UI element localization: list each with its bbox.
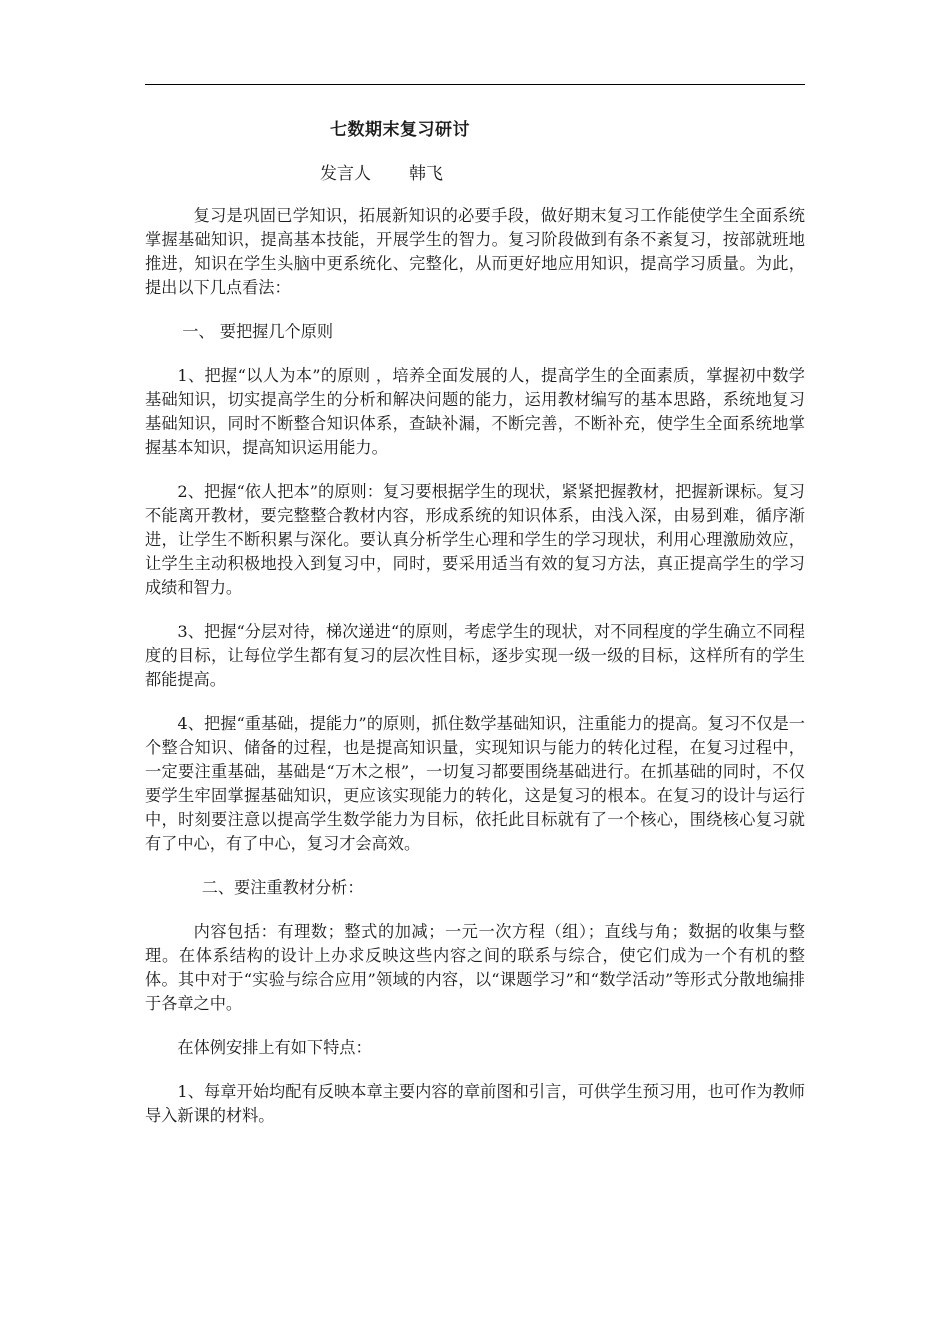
principle-paragraph-4: 4、把握“重基础，提能力”的原则，抓住数学基础知识，注重能力的提高。复习不仅是一个整合知识、储备的过程，也是提高知识量，实现知识与能力的转化过程，在复习过程中，一定要注重基础，基础是“万木之根”，一切复习都要围绕基础进行。在抓基础的同时，不仅要学生牢固掌握基础知识，更应该实现能力的转化，这是复习的根本。在复习的设计与运行中，时刻要注意以提高学生数学能力为目标，依托此目标就有了一个核心，围绕核心复习就有了中心，有了中心，复习才会高效。 bbox=[145, 714, 805, 853]
principle-paragraph-1: 1、把握“以人为本”的原则 ，培养全面发展的人，提高学生的全面素质，掌握初中数学基础知识，切实提高学生的分析和解决问题的能力，运用教材编写的基本思路，系统地复习基础知识，同时不断整合知识体系，查缺补漏，不断完善，不断补充，使学生全面系统地掌握基本知识，提高知识运用能力。 bbox=[145, 366, 805, 457]
intro-paragraph: 复习是巩固已学知识，拓展新知识的必要手段，做好期末复习工作能使学生全面系统掌握基础知识，提高基本技能，开展学生的智力。复习阶段做到有条不紊复习，按部就班地推进，知识在学生头脑中更系统化、完整化，从而更好地应用知识，提高学习质量。为此，提出以下几点看法： bbox=[145, 206, 805, 297]
feature-paragraph-1: 1、每章开始均配有反映本章主要内容的章前图和引言，可供学生预习用，也可作为教师导入新课的材料。 bbox=[145, 1082, 805, 1125]
speaker-label: 发言人 bbox=[320, 164, 371, 184]
header-rule bbox=[145, 84, 805, 85]
section-heading-textbook: 二、要注重教材分析： bbox=[201, 878, 364, 897]
features-intro: 在体例安排上有如下特点： bbox=[177, 1038, 372, 1057]
principle-paragraph-3: 3、把握“分层对待，梯次递进“的原则，考虑学生的现状，对不同程度的学生确立不同程度的目标，让每位学生都有复习的层次性目标，逐步实现一级一级的目标，这样所有的学生都能提高。 bbox=[145, 622, 805, 689]
speaker-line bbox=[320, 162, 805, 186]
speaker-name: 韩飞 bbox=[409, 164, 443, 184]
section-heading-principles: 一、 要把握几个原则 bbox=[182, 322, 334, 341]
document-body bbox=[145, 118, 805, 1148]
principle-paragraph-2: 2、把握“依人把本”的原则：复习要根据学生的现状，紧紧把握教材，把握新课标。复习不能离开教材，要完整整合教材内容，形成系统的知识体系，由浅入深，由易到难，循序渐进，让学生不断积累与深化。要认真分析学生心理和学生的学习现状，利用心理激励效应，让学生主动积极地投入到复习中，同时，要采用适当有效的复习方法，真正提高学生的学习成绩和智力。 bbox=[145, 482, 805, 597]
document-title: 七数期末复习研讨 bbox=[330, 120, 470, 140]
content-paragraph: 内容包括：有理数；整式的加减；一元一次方程（组）；直线与角；数据的收集与整理。在体系结构的设计上办求反映这些内容之间的联系与综合，使它们成为一个有机的整体。其中对于“实验与综合应用”领域的内容，以“课题学习”和“数学活动”等形式分散地编排于各章之中。 bbox=[145, 922, 805, 1013]
